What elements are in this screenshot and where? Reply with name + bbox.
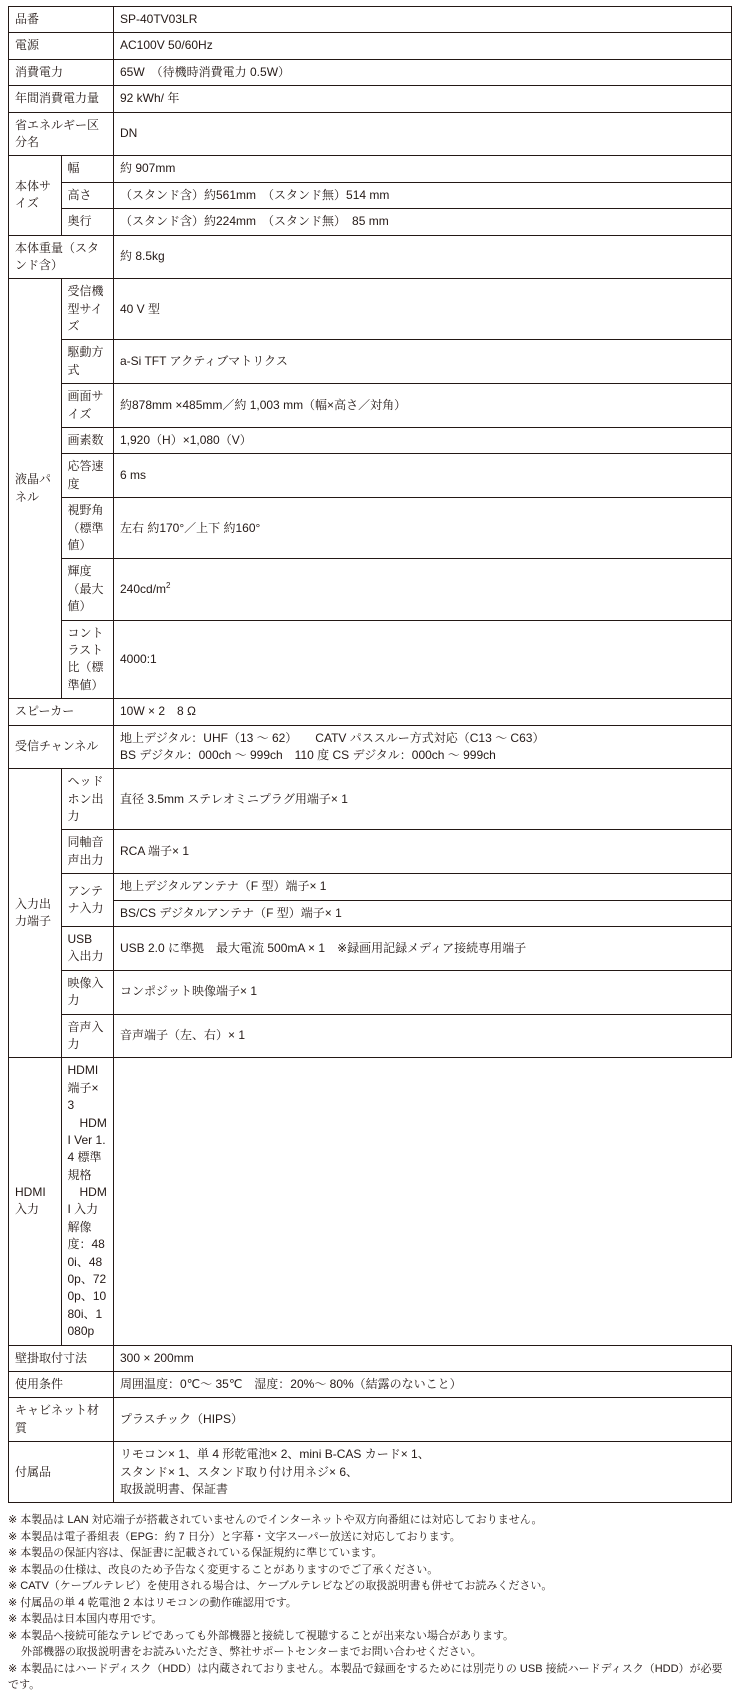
row-value: 4000:1 [114,620,732,699]
row-value: プラスチック（HIPS） [114,1398,732,1442]
row-label-primary: 消費電力 [9,59,114,85]
row-label-primary: 年間消費電力量 [9,86,114,112]
table-row [9,112,732,156]
table-row [9,927,732,971]
row-label-secondary: 幅 [61,156,114,182]
row-value: 92 kWh/ 年 [114,86,732,112]
row-label-primary: 壁掛取付寸法 [9,1345,114,1371]
table-row [9,900,732,926]
row-value: （スタンド含）約224mm （スタンド無） 85 mm [114,209,732,235]
table-row [9,1058,732,1345]
row-label-primary: 品番 [9,7,114,33]
row-label-primary: 使用条件 [9,1372,114,1398]
table-row [9,33,732,59]
row-value: 1,920（H）×1,080（V） [114,428,732,454]
row-value: 音声端子（左、右）× 1 [114,1014,732,1058]
row-label-secondary: 同軸音声出力 [61,830,114,874]
row-value: AC100V 50/60Hz [114,33,732,59]
row-value: 直径 3.5mm ステレオミニプラグ用端子× 1 [114,769,732,830]
row-label-secondary: 受信機型サイズ [61,279,114,340]
table-row [9,769,732,830]
table-row [9,235,732,279]
table-row [9,498,732,559]
row-value [114,725,732,769]
footnote-line: ※ 本製品の保証内容は、保証書に記載されている保証規約に準じています。 [8,1547,383,1560]
table-row [9,1442,732,1503]
table-row [9,699,732,725]
row-value-line: 地上デジタル：UHF（13 〜 62） CATV パススルー方式対応（C13 〜 C63） [120,730,545,745]
row-value: 左右 約170°／上下 約160° [114,498,732,559]
row-value: 6 ms [114,454,732,498]
row-label-secondary: 画面サイズ [61,384,114,428]
row-value: 周囲温度：0℃〜 35℃ 湿度：20%〜 80%（結露のないこと） [114,1372,732,1398]
table-row [9,340,732,384]
row-label-primary: 本体サイズ [9,156,62,235]
row-value-line: 取扱説明書、保証書 [120,1481,229,1496]
row-label-secondary: 音声入力 [61,1014,114,1058]
row-label-secondary: 映像入力 [61,970,114,1014]
footnote-line: ※ 本製品は電子番組表（EPG：約 7 日分）と字幕・文字スーパー放送に対応しております。 [8,1530,461,1543]
table-row [9,209,732,235]
table-row [9,1372,732,1398]
row-value: 地上デジタルアンテナ（F 型）端子× 1 [114,874,732,900]
row-label-primary: キャビネット材質 [9,1398,114,1442]
footnote-line: ※ 本製品にはハードディスク（HDD）は内蔵されておりません。本製品で録画をするためには別売りの USB 接続ハードディスク（HDD）が必要です。 [8,1662,723,1692]
row-value: 約 8.5kg [114,235,732,279]
row-value-line: HDMI 端子× 3 [67,1063,99,1113]
table-row [9,970,732,1014]
row-value [114,1442,732,1503]
row-label-secondary: アンテナ入力 [61,874,114,927]
table-row [9,830,732,874]
row-value-line: HDMI Ver 1.4 標準規格 [67,1115,107,1182]
table-row [9,182,732,208]
row-label-secondary: 視野角（標準値） [61,498,114,559]
row-value: a-Si TFT アクティブマトリクス [114,340,732,384]
table-row [9,454,732,498]
table-row [9,725,732,769]
row-value: コンポジット映像端子× 1 [114,970,732,1014]
footnote-line: ※ 本製品へ接続可能なテレビであっても外部機器と接続して視聴することが出来ない場合があります。 [8,1629,515,1642]
row-value: USB 2.0 に準拠 最大電流 500mA × 1 ※録画用記録メディア接続専用端子 [114,927,732,971]
table-row [9,279,732,340]
table-row [9,1345,732,1371]
row-label-secondary: 高さ [61,182,114,208]
row-label-secondary: 応答速度 [61,454,114,498]
footnote-line: ※ CATV（ケーブルテレビ）を使用される場合は、ケーブルテレビなどの取扱説明書も併せてお読みください。 [8,1580,553,1593]
row-label-primary: 受信チャンネル [9,725,114,769]
row-label-primary: 電源 [9,33,114,59]
row-label-primary: 本体重量（スタンド含） [9,235,114,279]
table-row [9,384,732,428]
row-label-primary: 入力出力端子 [9,769,62,1058]
row-value: 40 V 型 [114,279,732,340]
row-value: SP-40TV03LR [114,7,732,33]
row-label-secondary: コントラスト比（標準値） [61,620,114,699]
footnote-line: ※ 本製品は日本国内専用です。 [8,1613,163,1626]
row-value: RCA 端子× 1 [114,830,732,874]
row-value [61,1058,114,1345]
table-row [9,156,732,182]
table-row [9,620,732,699]
row-value: 約878mm ×485mm／約 1,003 mm（幅×高さ／対角） [114,384,732,428]
row-label-secondary: 奥行 [61,209,114,235]
row-value: 300 × 200mm [114,1345,732,1371]
row-label-secondary: HDMI 入力 [9,1058,62,1345]
table-row [9,1014,732,1058]
row-label-secondary: ヘッドホン出力 [61,769,114,830]
footnotes [8,1512,732,1694]
table-row [9,59,732,85]
row-value: 約 907mm [114,156,732,182]
row-value: （スタンド含）約561mm （スタンド無）514 mm [114,182,732,208]
row-label-secondary: 駆動方式 [61,340,114,384]
row-value: BS/CS デジタルアンテナ（F 型）端子× 1 [114,900,732,926]
table-row [9,428,732,454]
row-label-primary: 省エネルギー区分名 [9,112,114,156]
row-value-line: BS デジタル：000ch 〜 999ch 110 度 CS デジタル：000ch 〜 999ch [120,747,496,762]
row-label-primary: 付属品 [9,1442,114,1503]
row-label-secondary: USB 入出力 [61,927,114,971]
footnote-line: 外部機器の取扱説明書をお読みいただき、弊社サポートセンターまでお問い合わせください。 [21,1646,482,1659]
table-row [9,559,732,620]
row-label-primary: 液晶パネル [9,279,62,699]
footnote-line: ※ 付属品の単 4 乾電池 2 本はリモコンの動作確認用です。 [8,1596,297,1609]
row-label-primary: スピーカー [9,699,114,725]
specification-table [8,6,732,1503]
row-value-line: HDMI 入力解像度：480i、480p、720p、1080i、1080p [67,1185,107,1339]
row-value: $240cd/m^2$ [114,559,732,620]
row-value-line: スタンド× 1、スタンド取り付け用ネジ× 6、 [120,1464,359,1479]
row-value: DN [114,112,732,156]
table-row [9,874,732,900]
table-row [9,1398,732,1442]
row-value: 65W （待機時消費電力 0.5W） [114,59,732,85]
row-value: 10W × 2 8 Ω [114,699,732,725]
footnote-line: ※ 本製品の仕様は、改良のため予告なく変更することがありますのでご了承ください。 [8,1563,439,1576]
row-value-line: リモコン× 1、単 4 形乾電池× 2、mini B-CAS カード× 1、 [120,1447,430,1462]
row-label-secondary: 輝度（最大値） [61,559,114,620]
table-row [9,86,732,112]
footnote-line: ※ 本製品は LAN 対応端子が搭載されていませんのでインターネットや双方向番組には対応しておりません。 [8,1514,543,1527]
row-label-secondary: 画素数 [61,428,114,454]
table-row [9,7,732,33]
